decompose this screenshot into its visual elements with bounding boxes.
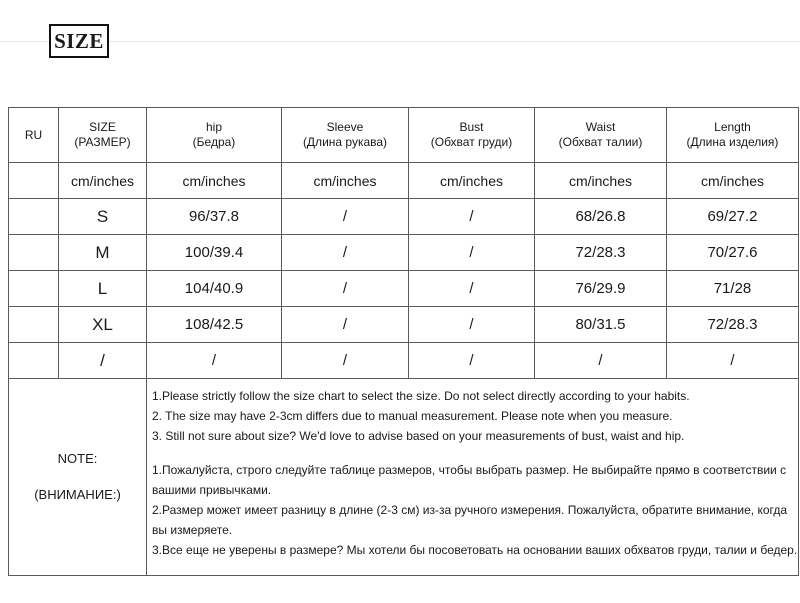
- note-label-cell: [9, 379, 147, 576]
- length-cell: 72/28.3: [667, 307, 799, 343]
- waist-cell: 72/28.3: [535, 235, 667, 271]
- table-cell: [9, 199, 59, 235]
- size-chart-table: [8, 107, 799, 576]
- note-en-2: 2. The size may have 2-3cm differs due to manual measurement. Please note when you measure.: [152, 409, 673, 423]
- note-en-3: 3. Still not sure about size? We'd love to advise based on your measurements of bust, waist and hip.: [152, 429, 685, 443]
- size-label-cell: S: [59, 199, 147, 235]
- header-cell-length: Length (Длина изделия): [667, 108, 799, 163]
- unit-cell: cm/inches: [59, 163, 147, 199]
- table-cell: [9, 343, 59, 379]
- waist-cell: 80/31.5: [535, 307, 667, 343]
- note-label: NOTE:: [57, 451, 98, 466]
- hip-cell: 100/39.4: [147, 235, 282, 271]
- size-label-cell: L: [59, 271, 147, 307]
- bust-cell: /: [409, 307, 535, 343]
- header-cell-waist: Waist (Обхват талии): [535, 108, 667, 163]
- hip-cell: /: [147, 343, 282, 379]
- note-row: [9, 379, 799, 576]
- unit-cell: cm/inches: [147, 163, 282, 199]
- header-cell-sleeve: Sleeve (Длина рукава): [282, 108, 409, 163]
- bust-cell: /: [409, 343, 535, 379]
- waist-cell: 76/29.9: [535, 271, 667, 307]
- length-cell: /: [667, 343, 799, 379]
- units-row: [9, 163, 799, 199]
- hip-cell: 96/37.8: [147, 199, 282, 235]
- hip-cell: 108/42.5: [147, 307, 282, 343]
- unit-cell: cm/inches: [667, 163, 799, 199]
- header-cell-hip: hip (Бедра): [147, 108, 282, 163]
- unit-cell: cm/inches: [535, 163, 667, 199]
- table-cell: [9, 235, 59, 271]
- header-cell-bust: Bust (Обхват груди): [409, 108, 535, 163]
- unit-cell: cm/inches: [282, 163, 409, 199]
- sleeve-cell: /: [282, 235, 409, 271]
- header-cell-ru: RU: [9, 108, 59, 163]
- sleeve-cell: /: [282, 343, 409, 379]
- hip-cell: 104/40.9: [147, 271, 282, 307]
- note-label-ru: (ВНИМАНИЕ:): [34, 487, 121, 502]
- top-divider-line: [0, 41, 800, 42]
- table-cell: [9, 271, 59, 307]
- size-label-cell: XL: [59, 307, 147, 343]
- sleeve-cell: /: [282, 307, 409, 343]
- size-row-m: [9, 235, 799, 271]
- size-label-cell: /: [59, 343, 147, 379]
- size-row-xl: [9, 307, 799, 343]
- note-en-1: 1.Please strictly follow the size chart to select the size. Do not select directly according to your habits.: [152, 389, 690, 403]
- size-title-badge: SIZE: [49, 24, 109, 58]
- unit-cell: [9, 163, 59, 199]
- size-row-l: [9, 271, 799, 307]
- bust-cell: /: [409, 271, 535, 307]
- length-cell: 71/28: [667, 271, 799, 307]
- waist-cell: 68/26.8: [535, 199, 667, 235]
- size-row-blank: [9, 343, 799, 379]
- sleeve-cell: /: [282, 199, 409, 235]
- length-cell: 69/27.2: [667, 199, 799, 235]
- header-row: [9, 108, 799, 163]
- length-cell: 70/27.6: [667, 235, 799, 271]
- size-row-s: [9, 199, 799, 235]
- sleeve-cell: /: [282, 271, 409, 307]
- note-ru-3: 3.Все еще не уверены в размере? Мы хотели бы посоветовать на основании ваших обхватов груди, талии и бедер.: [152, 543, 798, 557]
- unit-cell: cm/inches: [409, 163, 535, 199]
- note-ru-2: 2.Размер может имеет разницу в длине (2-3 см) из-за ручного измерения. Пожалуйста, обратите внимание, когда вы измеряете.: [152, 503, 788, 537]
- waist-cell: /: [535, 343, 667, 379]
- table-cell: [9, 307, 59, 343]
- note-ru-1: 1.Пожалуйста, строго следуйте таблице размеров, чтобы выбрать размер. Не выбирайте прямо в соответствии с вашими привычками.: [152, 463, 787, 497]
- bust-cell: /: [409, 199, 535, 235]
- note-text-cell: [147, 379, 799, 576]
- header-cell-size: SIZE (РАЗМЕР): [59, 108, 147, 163]
- size-label-cell: M: [59, 235, 147, 271]
- bust-cell: /: [409, 235, 535, 271]
